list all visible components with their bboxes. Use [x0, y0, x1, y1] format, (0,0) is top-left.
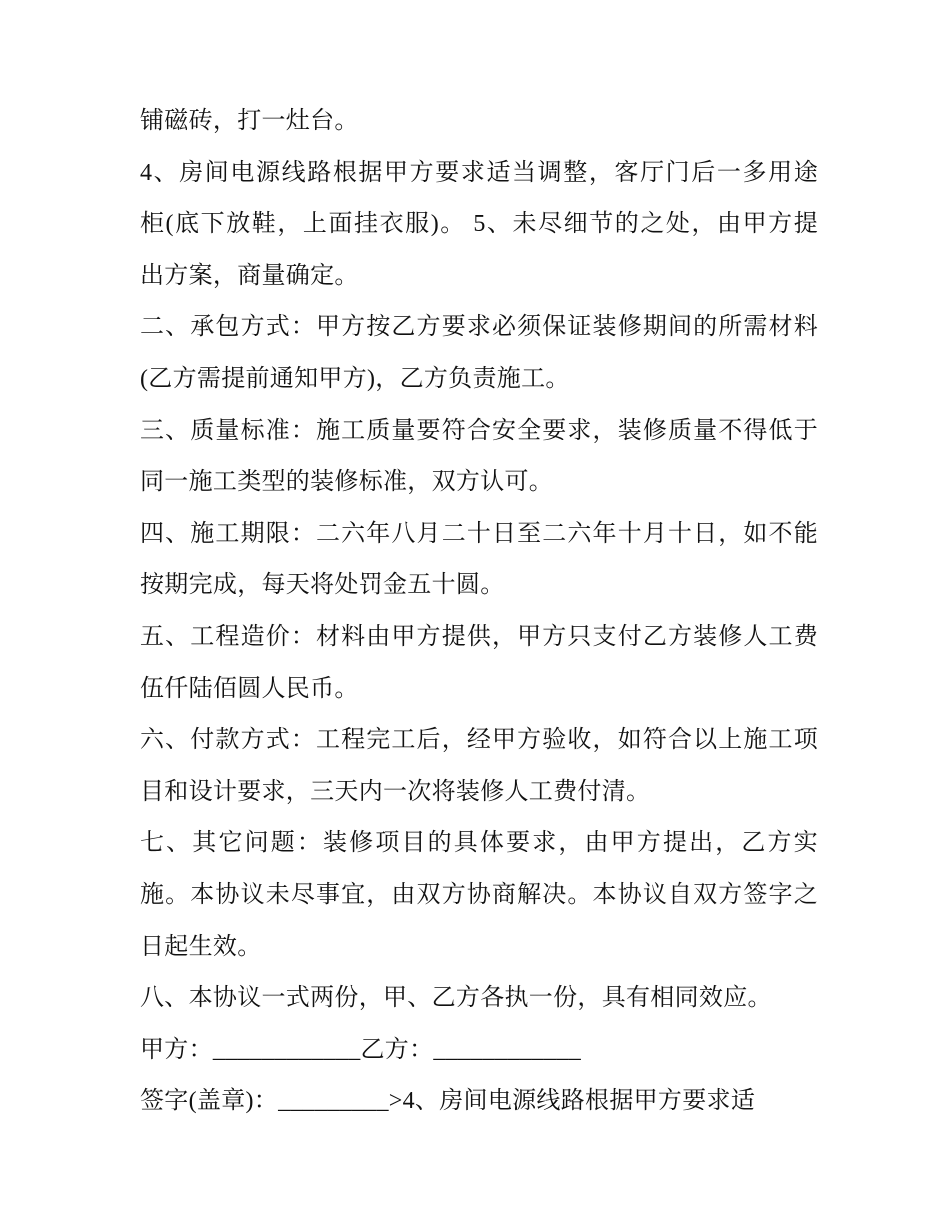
contract-line: 二、承包方式：甲方按乙方要求必须保证装修期间的所需材料	[140, 314, 818, 341]
contract-line: 施。本协议未尽事宜，由双方协商解决。本协议自双方签字之	[140, 881, 818, 908]
contract-line: 日起生效。	[140, 933, 262, 960]
contract-line: 同一施工类型的装修标准，双方认可。	[140, 469, 554, 496]
contract-line: 五、工程造价：材料由甲方提供，甲方只支付乙方装修人工费	[140, 623, 818, 650]
contract-line: 甲方：____________乙方：____________	[140, 1036, 581, 1063]
contract-text-block	[140, 96, 818, 1128]
contract-line: 4、房间电源线路根据甲方要求适当调整，客厅门后一多用途	[140, 159, 818, 186]
contract-line: 伍仟陆佰圆人民币。	[140, 675, 359, 702]
contract-line: 签字(盖章)：_________>4、房间电源线路根据甲方要求适	[140, 1088, 756, 1115]
contract-line: 八、本协议一式两份，甲、乙方各执一份，具有相同效应。	[140, 985, 772, 1012]
contract-line: (乙方需提前通知甲方)，乙方负责施工。	[140, 365, 570, 392]
contract-line: 出方案，商量确定。	[140, 262, 359, 289]
contract-line: 铺磁砖，打一灶台。	[140, 108, 359, 134]
contract-line: 目和设计要求，三天内一次将装修人工费付清。	[140, 778, 651, 805]
contract-line: 柜(底下放鞋，上面挂衣服)。 5、未尽细节的之处，由甲方提	[140, 211, 818, 238]
contract-line: 按期完成，每天将处罚金五十圆。	[140, 572, 505, 599]
contract-line: 四、施工期限：二六年八月二十日至二六年十月十日，如不能	[140, 520, 818, 547]
contract-line: 三、质量标准：施工质量要符合安全要求，装修质量不得低于	[140, 417, 818, 444]
contract-line: 七、其它问题：装修项目的具体要求，由甲方提出，乙方实	[140, 830, 818, 857]
contract-line: 六、付款方式：工程完工后，经甲方验收，如符合以上施工项	[140, 727, 818, 754]
